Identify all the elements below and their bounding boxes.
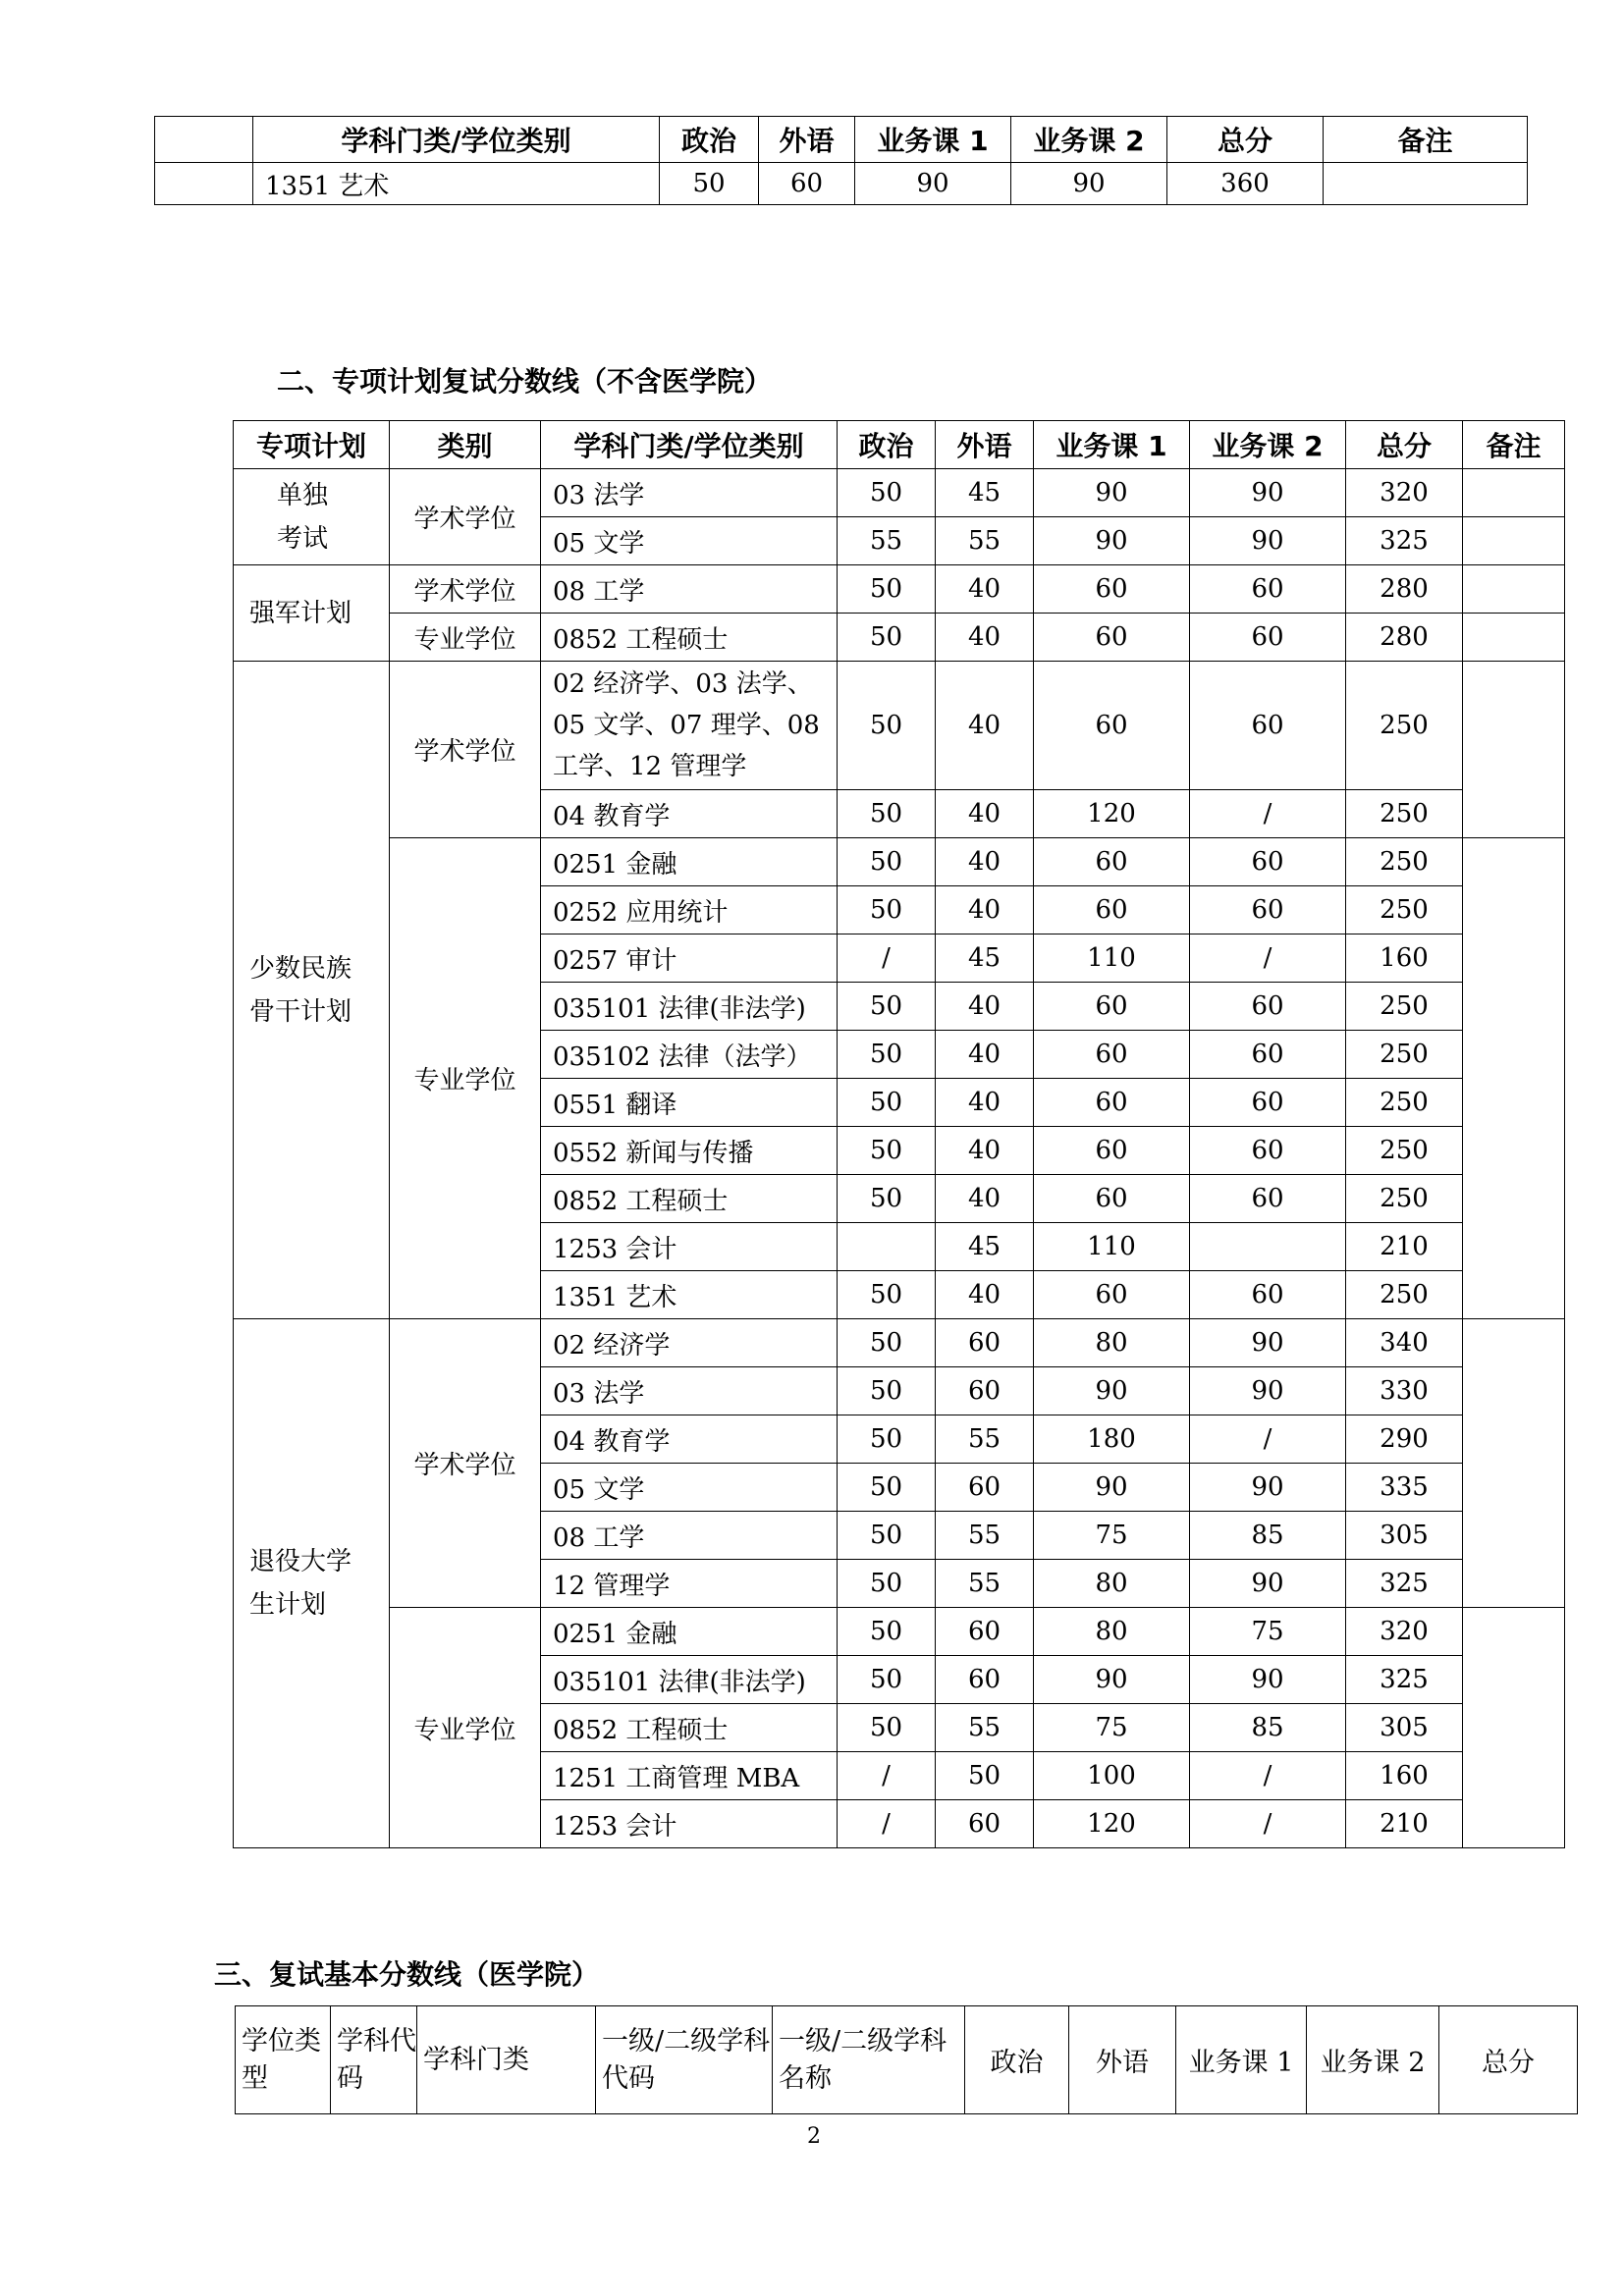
score-cell: 250 (1346, 1127, 1463, 1175)
score-cell: 40 (936, 614, 1034, 662)
subject-cell: 1351 艺术 (541, 1271, 838, 1319)
score-cell: / (1190, 1800, 1346, 1848)
col-header-category: 类别 (390, 421, 541, 469)
score-cell: 50 (838, 886, 936, 934)
col-header-course2: 业务课 2 (1307, 2006, 1439, 2114)
score-cell: 100 (1034, 1752, 1190, 1800)
subject-cell: 08 工学 (541, 1512, 838, 1560)
score-cell: 250 (1346, 838, 1463, 886)
category-cell: 学术学位 (390, 662, 541, 838)
subject-cell: 0551 翻译 (541, 1079, 838, 1127)
subject-cell: 05 文学 (541, 517, 838, 565)
score-cell: 50 (838, 790, 936, 838)
category-cell: 专业学位 (390, 838, 541, 1319)
score-cell: 305 (1346, 1704, 1463, 1752)
col-header-discipline-code: 一级/二级学科代码 (596, 2006, 773, 2114)
score-cell: / (838, 1800, 936, 1848)
subject-cell: 04 教育学 (541, 790, 838, 838)
category-cell: 学术学位 (390, 565, 541, 614)
score-cell: 40 (936, 838, 1034, 886)
col-header-language: 外语 (759, 117, 855, 163)
col-header-language: 外语 (936, 421, 1034, 469)
subject-cell: 1251 工商管理 MBA (541, 1752, 838, 1800)
col-header-subject: 学科门类/学位类别 (541, 421, 838, 469)
score-cell: 50 (838, 1560, 936, 1608)
score-cell: 45 (936, 469, 1034, 517)
score-cell: 60 (1190, 1031, 1346, 1079)
score-cell: 50 (838, 1367, 936, 1415)
col-header-discipline-name: 一级/二级学科名称 (773, 2006, 965, 2114)
score-cell: 45 (936, 1223, 1034, 1271)
score-cell: 60 (1190, 838, 1346, 886)
subject-cell: 04 教育学 (541, 1415, 838, 1464)
score-cell: 60 (936, 1656, 1034, 1704)
subject-cell: 0252 应用统计 (541, 886, 838, 934)
score-cell: 160 (1346, 934, 1463, 983)
col-header-subject-code: 学科代码 (331, 2006, 417, 2114)
score-cell: 210 (1346, 1223, 1463, 1271)
score-cell: 90 (1034, 517, 1190, 565)
col-header-note: 备注 (1463, 421, 1565, 469)
score-cell: 50 (838, 1127, 936, 1175)
score-cell: 50 (838, 1656, 936, 1704)
score-cell: 335 (1346, 1464, 1463, 1512)
score-cell: 40 (936, 565, 1034, 614)
score-cell: 50 (838, 1608, 936, 1656)
score-cell: 50 (838, 469, 936, 517)
score-cell: 40 (936, 1031, 1034, 1079)
score-cell: 60 (1190, 983, 1346, 1031)
score-cell: 55 (936, 1415, 1034, 1464)
score-cell: 60 (1034, 838, 1190, 886)
score-cell: 50 (936, 1752, 1034, 1800)
score-cell: 90 (1190, 1367, 1346, 1415)
score-cell: 85 (1190, 1512, 1346, 1560)
score-cell: 60 (1034, 983, 1190, 1031)
plan-cell-minority: 少数民族骨干计划 (234, 662, 390, 1319)
blank-cell (155, 163, 253, 205)
score-cell: 305 (1346, 1512, 1463, 1560)
score-cell: 55 (936, 1704, 1034, 1752)
score-cell: 50 (838, 662, 936, 790)
subject-cell: 0852 工程硕士 (541, 1175, 838, 1223)
subject-cell: 0552 新闻与传播 (541, 1127, 838, 1175)
score-cell: / (838, 934, 936, 983)
score-cell: 210 (1346, 1800, 1463, 1848)
score-cell: 50 (838, 1079, 936, 1127)
score-cell: 60 (1190, 565, 1346, 614)
score-cell: 250 (1346, 886, 1463, 934)
score-cell: 90 (1034, 1464, 1190, 1512)
score-cell: 75 (1034, 1512, 1190, 1560)
score-cell: 50 (838, 1319, 936, 1367)
score-cell: 45 (936, 934, 1034, 983)
score-cell: 250 (1346, 1271, 1463, 1319)
score-cell: 50 (838, 1031, 936, 1079)
col-header-degree-type: 学位类型 (236, 2006, 331, 2114)
score-cell: 50 (660, 163, 759, 205)
subject-cell: 12 管理学 (541, 1560, 838, 1608)
subject-cell: 03 法学 (541, 469, 838, 517)
subject-cell: 1253 会计 (541, 1800, 838, 1848)
subject-cell: 035102 法律（法学） (541, 1031, 838, 1079)
score-cell: 60 (936, 1464, 1034, 1512)
col-header-total: 总分 (1167, 117, 1324, 163)
score-cell: 250 (1346, 1031, 1463, 1079)
subject-cell: 03 法学 (541, 1367, 838, 1415)
score-cell: 40 (936, 1175, 1034, 1223)
score-cell: 60 (1034, 1031, 1190, 1079)
score-cell: 325 (1346, 1656, 1463, 1704)
score-cell: 40 (936, 983, 1034, 1031)
score-cell: 80 (1034, 1560, 1190, 1608)
score-cell: / (1190, 790, 1346, 838)
category-cell: 专业学位 (390, 1608, 541, 1848)
score-cell: 280 (1346, 614, 1463, 662)
col-header-language: 外语 (1069, 2006, 1176, 2114)
col-header-note: 备注 (1324, 117, 1528, 163)
score-cell: 90 (1034, 469, 1190, 517)
score-cell: 60 (936, 1319, 1034, 1367)
score-cell: 60 (1190, 1175, 1346, 1223)
score-cell: 250 (1346, 662, 1463, 790)
score-cell: 75 (1034, 1704, 1190, 1752)
score-cell: 40 (936, 1271, 1034, 1319)
score-cell: 50 (838, 838, 936, 886)
score-cell: 40 (936, 886, 1034, 934)
score-cell: 110 (1034, 1223, 1190, 1271)
score-cell: 50 (838, 1271, 936, 1319)
subject-cell: 035101 法律(非法学) (541, 983, 838, 1031)
score-cell: 360 (1167, 163, 1324, 205)
score-cell: 90 (1011, 163, 1167, 205)
score-cell: 60 (1190, 1079, 1346, 1127)
score-cell: 50 (838, 983, 936, 1031)
subject-cell: 0852 工程硕士 (541, 1704, 838, 1752)
subject-cell: 035101 法律(非法学) (541, 1656, 838, 1704)
note-cell (1463, 838, 1565, 1319)
score-cell: 160 (1346, 1752, 1463, 1800)
score-cell: 90 (1190, 1464, 1346, 1512)
score-cell: 250 (1346, 1175, 1463, 1223)
score-cell: / (1190, 1752, 1346, 1800)
score-cell: 60 (759, 163, 855, 205)
score-cell: 60 (1034, 1175, 1190, 1223)
col-header-politics: 政治 (838, 421, 936, 469)
score-cell: 55 (936, 517, 1034, 565)
score-cell: 50 (838, 614, 936, 662)
category-cell: 学术学位 (390, 469, 541, 565)
score-cell: 80 (1034, 1608, 1190, 1656)
score-cell: 60 (1034, 565, 1190, 614)
score-cell: 325 (1346, 1560, 1463, 1608)
score-cell: 90 (1190, 1560, 1346, 1608)
subject-cell: 0852 工程硕士 (541, 614, 838, 662)
score-cell: 90 (1190, 1319, 1346, 1367)
page-number: 2 (807, 2124, 821, 2149)
score-cell: 90 (1190, 517, 1346, 565)
plan-cell-single-exam: 单独考试 (234, 469, 390, 565)
score-cell: 60 (1034, 614, 1190, 662)
score-cell: 85 (1190, 1704, 1346, 1752)
score-cell: 75 (1190, 1608, 1346, 1656)
score-cell: 320 (1346, 469, 1463, 517)
score-cell: 40 (936, 662, 1034, 790)
score-cell: 60 (1190, 614, 1346, 662)
score-cell: 250 (1346, 790, 1463, 838)
score-cell: 40 (936, 790, 1034, 838)
score-cell: 180 (1034, 1415, 1190, 1464)
plan-cell-military: 强军计划 (234, 565, 390, 662)
score-cell (1190, 1223, 1346, 1271)
col-header-course1: 业务课 1 (1176, 2006, 1307, 2114)
col-header-course1: 业务课 1 (855, 117, 1011, 163)
score-cell: 40 (936, 1079, 1034, 1127)
score-cell: 90 (1190, 469, 1346, 517)
note-cell (1463, 1319, 1565, 1608)
note-cell (1463, 565, 1565, 614)
note-cell (1463, 662, 1565, 838)
score-cell: 60 (1034, 1079, 1190, 1127)
note-cell (1463, 1608, 1565, 1848)
subject-cell: 1253 会计 (541, 1223, 838, 1271)
special-plan-table (233, 420, 1565, 1848)
note-cell (1324, 163, 1528, 205)
score-cell: 40 (936, 1127, 1034, 1175)
col-header-course2: 业务课 2 (1011, 117, 1167, 163)
score-cell: 330 (1346, 1367, 1463, 1415)
note-cell (1463, 469, 1565, 517)
section3-heading: 三、复试基本分数线（医学院） (214, 1958, 600, 1991)
score-cell: 80 (1034, 1319, 1190, 1367)
score-cell: 250 (1346, 983, 1463, 1031)
subject-cell: 02 经济学、03 法学、05 文学、07 理学、08 工学、12 管理学 (541, 662, 838, 790)
score-cell: 60 (1034, 662, 1190, 790)
subject-cell: 08 工学 (541, 565, 838, 614)
subject-cell: 0251 金融 (541, 1608, 838, 1656)
score-cell: 60 (1190, 1127, 1346, 1175)
score-cell: 90 (1034, 1367, 1190, 1415)
col-header-plan: 专项计划 (234, 421, 390, 469)
score-cell: 50 (838, 1512, 936, 1560)
score-cell (838, 1223, 936, 1271)
score-cell: 290 (1346, 1415, 1463, 1464)
col-header-total: 总分 (1346, 421, 1463, 469)
note-cell (1463, 517, 1565, 565)
col-header-politics: 政治 (965, 2006, 1069, 2114)
score-cell: 250 (1346, 1079, 1463, 1127)
score-cell: 50 (838, 1175, 936, 1223)
col-header-total: 总分 (1439, 2006, 1578, 2114)
score-cell: 60 (1034, 1127, 1190, 1175)
note-cell (1463, 614, 1565, 662)
col-header-subject: 学科门类/学位类别 (253, 117, 660, 163)
subject-cell: 0251 金融 (541, 838, 838, 886)
score-cell: 340 (1346, 1319, 1463, 1367)
score-cell: 120 (1034, 1800, 1190, 1848)
score-cell: 50 (838, 1464, 936, 1512)
col-header-politics: 政治 (660, 117, 759, 163)
score-cell: 60 (936, 1367, 1034, 1415)
score-cell: 60 (1190, 1271, 1346, 1319)
score-cell: 60 (936, 1608, 1034, 1656)
score-cell: 110 (1034, 934, 1190, 983)
col-header-course2: 业务课 2 (1190, 421, 1346, 469)
col-header-course1: 业务课 1 (1034, 421, 1190, 469)
score-cell: / (1190, 934, 1346, 983)
section2-heading: 二、专项计划复试分数线（不含医学院） (277, 365, 773, 398)
score-cell: 55 (936, 1560, 1034, 1608)
score-cell: 90 (855, 163, 1011, 205)
score-cell: 320 (1346, 1608, 1463, 1656)
score-cell: 60 (1034, 886, 1190, 934)
score-cell: 50 (838, 565, 936, 614)
subject-cell: 0257 审计 (541, 934, 838, 983)
col-header-subject-category: 学科门类 (417, 2006, 596, 2114)
score-cell: 280 (1346, 565, 1463, 614)
score-cell: 50 (838, 1704, 936, 1752)
medical-school-table (235, 2005, 1578, 2114)
score-cell: 55 (936, 1512, 1034, 1560)
subject-cell: 1351 艺术 (253, 163, 660, 205)
subject-cell: 05 文学 (541, 1464, 838, 1512)
top-score-table (154, 116, 1528, 205)
score-cell: 60 (1190, 662, 1346, 790)
score-cell: 60 (936, 1800, 1034, 1848)
category-cell: 学术学位 (390, 1319, 541, 1608)
score-cell: 325 (1346, 517, 1463, 565)
score-cell: / (1190, 1415, 1346, 1464)
score-cell: 60 (1190, 886, 1346, 934)
blank-cell (155, 117, 253, 163)
category-cell: 专业学位 (390, 614, 541, 662)
score-cell: / (838, 1752, 936, 1800)
score-cell: 90 (1034, 1656, 1190, 1704)
plan-cell-veteran: 退役大学生计划 (234, 1319, 390, 1848)
score-cell: 60 (1034, 1271, 1190, 1319)
score-cell: 90 (1190, 1656, 1346, 1704)
score-cell: 50 (838, 1415, 936, 1464)
score-cell: 55 (838, 517, 936, 565)
score-cell: 120 (1034, 790, 1190, 838)
subject-cell: 02 经济学 (541, 1319, 838, 1367)
